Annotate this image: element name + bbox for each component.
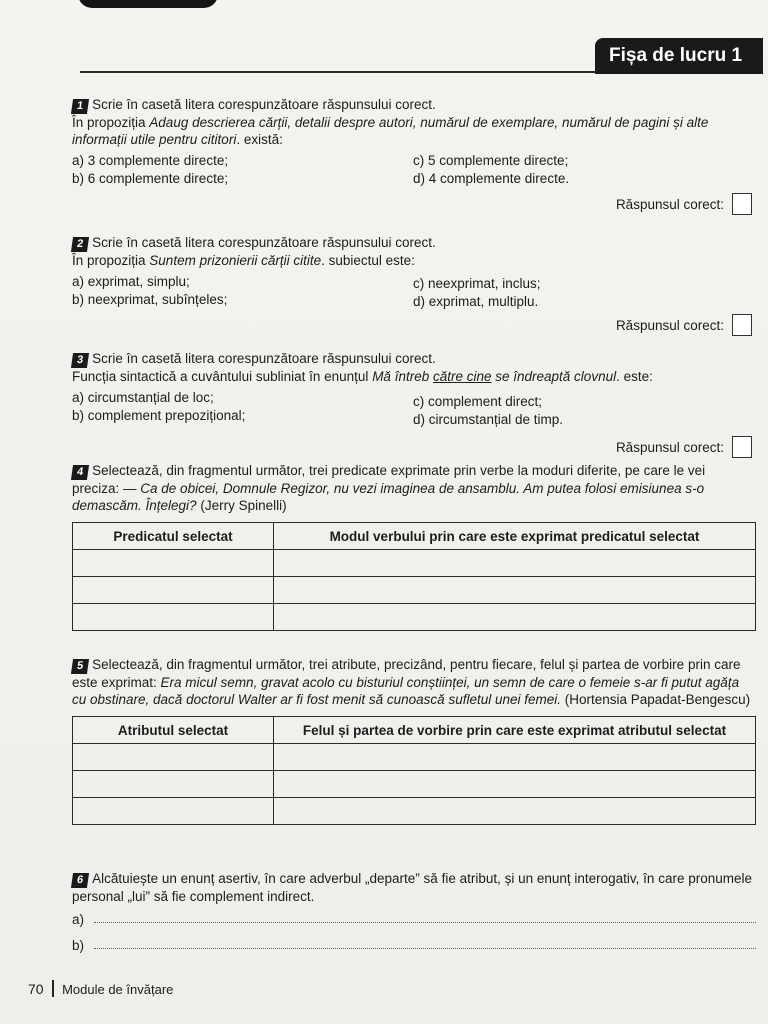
option-d: d) 4 complemente directe. — [413, 171, 570, 186]
footer-divider — [52, 980, 55, 997]
options — [72, 389, 752, 425]
exercise-number: 6 — [71, 873, 89, 888]
dotted-line — [94, 947, 756, 949]
header-rule — [80, 71, 600, 73]
answer-label: Răspunsul corect: — [615, 440, 724, 455]
table-row — [73, 550, 756, 577]
dotted-line — [94, 921, 756, 923]
exercise-1 — [72, 96, 752, 213]
exercise-text: Alcătuiește un enunț asertiv, în care adverbul „departe” să fie atribut, și un enunț interogativ, în care pronumele personal „lui” să fie complement indirect. — [72, 871, 752, 904]
exercise-5 — [72, 656, 756, 825]
table-cell[interactable] — [274, 798, 756, 825]
sentence-italic: se îndreaptă clovnul — [491, 369, 617, 384]
table-header: Felul și partea de vorbire prin care este exprimat atributul selectat — [274, 717, 756, 744]
table-cell[interactable] — [274, 604, 756, 631]
table-row — [73, 771, 756, 798]
exercise-number: 2 — [71, 237, 89, 252]
table-row — [73, 604, 756, 631]
table-row — [73, 798, 756, 825]
sentence-text: Funcția sintactică a cuvântului subliniat în enunțul — [72, 369, 373, 384]
instruction: Scrie în casetă litera corespunzătoare răspunsului corect. — [92, 235, 436, 250]
page-number: 70 — [28, 981, 44, 997]
worksheet-badge: Fișa de lucru 1 — [595, 38, 763, 74]
option-d: d) circumstanțial de timp. — [413, 412, 564, 427]
table-cell[interactable] — [274, 577, 756, 604]
table-cell[interactable] — [73, 550, 274, 577]
answer-row — [72, 317, 752, 334]
options — [72, 273, 752, 309]
sentence-text: . subiectul este: — [321, 253, 415, 268]
option-a: a) exprimat, simplu; — [72, 274, 190, 289]
table-cell[interactable] — [73, 771, 274, 798]
exercise-number: 5 — [71, 659, 89, 674]
exercise-6 — [72, 870, 756, 963]
table-header: Atributul selectat — [73, 717, 274, 744]
exercise-text: Selectează, din fragmentul următor, trei atribute, precizând, pentru fiecare, felul și partea de vorbire prin care este exprimat: — [72, 657, 741, 690]
option-d: d) exprimat, multiplu. — [413, 294, 539, 309]
table-cell[interactable] — [274, 744, 756, 771]
table-cell[interactable] — [73, 744, 274, 771]
option-a: a) 3 complemente directe; — [72, 153, 229, 168]
answer-row — [72, 439, 752, 456]
instruction: Scrie în casetă litera corespunzătoare răspunsului corect. — [92, 351, 436, 366]
sentence-italic: Adaug descrierea cărții, detalii despre autori, numărul de exemplare, numărul de pagini și alte informații utile pentru cititori — [72, 115, 709, 147]
table-row — [73, 744, 756, 771]
option-c: c) complement direct; — [413, 394, 543, 409]
exercise-number: 4 — [71, 465, 89, 480]
options — [72, 152, 752, 188]
exercise-2 — [72, 234, 752, 334]
sentence-italic: Mă întreb — [372, 369, 433, 384]
option-a: a) circumstanțial de loc; — [72, 390, 214, 405]
exercise-text: Selectează, din fragmentul următor, trei predicate exprimate prin verbe la moduri diferite, pe care le vei preciza: — — [72, 463, 706, 496]
attribute-table — [72, 716, 756, 825]
table-cell[interactable] — [274, 550, 756, 577]
exercise-4 — [72, 462, 756, 631]
option-b: b) complement prepozițional; — [72, 408, 246, 423]
table-header: Modul verbului prin care este exprimat predicatul selectat — [274, 523, 756, 550]
answer-line-a[interactable] — [72, 911, 756, 937]
sentence-text: În propoziția — [72, 253, 150, 268]
line-label: a) — [72, 912, 85, 927]
sentence-italic: Suntem prizonierii cărții citite — [149, 253, 322, 268]
quote-text: Ca de obicei, Domnule Regizor, nu vezi imaginea de ansamblu. Am putea folosi emisiunea s-o demascăm. Înțelegi? — [72, 481, 705, 513]
instruction: Scrie în casetă litera corespunzătoare răspunsului corect. — [92, 97, 436, 112]
table-cell[interactable] — [274, 771, 756, 798]
sentence-text: . există: — [236, 132, 283, 147]
sentence-text: În propoziția — [72, 115, 150, 130]
exercise-3 — [72, 350, 752, 456]
table-cell[interactable] — [73, 604, 274, 631]
answer-box[interactable] — [732, 314, 752, 336]
answer-label: Răspunsul corect: — [615, 318, 724, 333]
table-cell[interactable] — [73, 577, 274, 604]
answer-row — [72, 196, 752, 213]
corner-tab — [78, 0, 218, 8]
predicate-table — [72, 522, 756, 631]
exercise-number: 3 — [71, 353, 89, 368]
table-row — [73, 577, 756, 604]
footer-title: Module de învățare — [62, 982, 174, 997]
option-c: c) neexprimat, inclus; — [413, 276, 541, 291]
option-c: c) 5 complemente directe; — [413, 153, 569, 168]
quote-source: (Hortensia Papadat-Bengescu) — [561, 692, 751, 707]
page-footer — [28, 980, 173, 997]
answer-box[interactable] — [732, 193, 752, 215]
underlined-word: către cine — [432, 369, 492, 384]
answer-box[interactable] — [732, 436, 752, 458]
line-label: b) — [72, 938, 85, 953]
exercise-number: 1 — [71, 99, 89, 114]
sentence-text: . este: — [616, 369, 653, 384]
answer-line-b[interactable] — [72, 937, 756, 963]
table-cell[interactable] — [73, 798, 274, 825]
quote-source: (Jerry Spinelli) — [196, 498, 287, 513]
option-b: b) neexprimat, subînțeles; — [72, 292, 228, 307]
table-header: Predicatul selectat — [73, 523, 274, 550]
answer-label: Răspunsul corect: — [615, 197, 724, 212]
option-b: b) 6 complemente directe; — [72, 171, 229, 186]
quote-text: Era micul semn, gravat acolo cu bisturiul conștiinței, un semn de care o femeie s-ar fi putut agăța cu obstinare, dacă doctorul Walter ar fi fost menit să cunoască sufletul unei femei. — [72, 675, 740, 707]
